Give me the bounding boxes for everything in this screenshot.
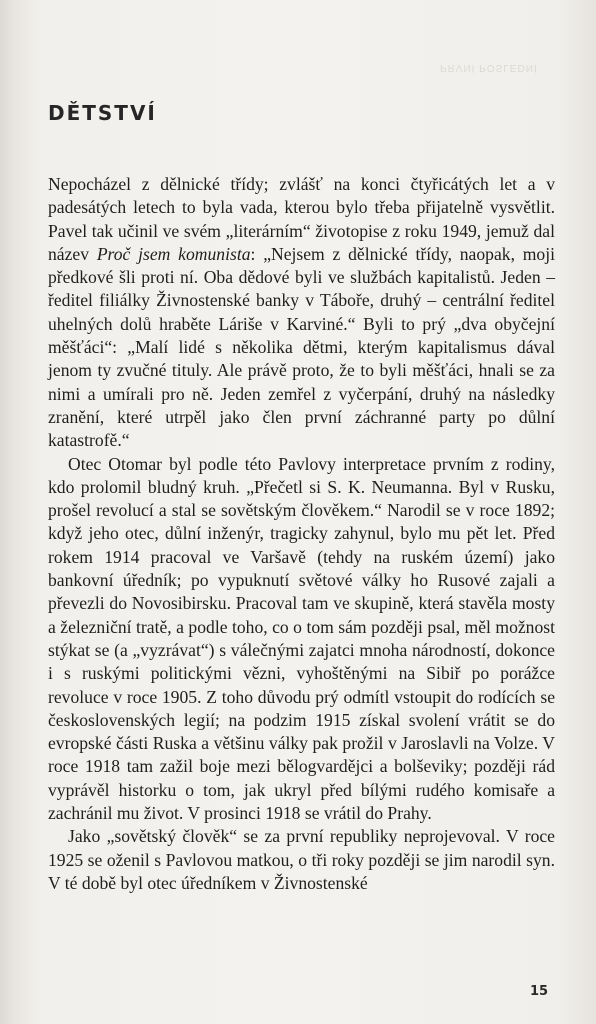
paragraph-1-end: : „Nejsem z dělnické třídy, naopak, moji předkové šli proti ní. Oba dědové byli ve službách kapitalistů. Jeden – ředitel filiálky Živnostenské banky v Táboře, druhý – centrální ředitel uhelných dolů hraběte Lárišе v Karviné.“ Byli to prý „dva obyčejní měšťáci“: „Malí lidé s několika dětmi, kterým kapitalismus dával jenom ty zvučné tituly. Ale právě proto, že to byli měšťáci, hnali se za nimi a umírali pro ně. Jeden zemřel z vyčerpání, druhý na následky zranění, které utrpěl jako člen první záchranné party po důlní katastrofě.“ — [48, 243, 556, 451]
chapter-title: DĚTSTVÍ — [48, 101, 157, 125]
paragraph-2: Otec Otomar byl podle této Pavlovy interpretace prvním z rodiny, kdo prolomil bludný kruh. „Přečetl si S. K. Neumanna. Byl v Rusku, prošel revolucí a stal se sovětským člověkem.“ Narodil se v roce 1892; když jeho otec, důlní inženýr, tragicky zahynul, bylo mu pět let. Před rokem 1914 pracoval ve Varšavě (tehdy na ruském území) jako bankovní úředník; po vypuknutí světové války ho Rusové zajali a převezli do Novosibirsku. Pracoval tam ve skupině, která stavěla mosty a železniční tratě, a podle toho, co o tom sám později psal, měl možnost stýkat se (a „vyzrávat“) s válečnými zajatci mnoha národností, dokonce i s ruskými politickými vězni, vyhoštěnými na Sibiř po porážce revoluce v roce 1905. Z toho důvodu prý odmítl vstoupit do rodících se československých legií; na podzim 1915 získal svolení vrátit se do evropské části Ruska a většinu války pak prožil v Jaroslavli na Volze. V roce 1918 tam zažil boje mezi bělogvardějci a bolševiky; později rád vyprávěl historku o tom, jak ukryl před bílými rudého komisaře a zachránil mu život. V prosinci 1918 se vrátil do Prahy. — [48, 453, 555, 824]
paragraph-1 — [48, 173, 555, 453]
paragraph-1-start: Nepocházel z dělnické třídy; zvlášť na konci čtyřicátých let a v padesátých letech to byla vada, kterou bylo třeba přijatelně vysvětlit. Pavel tak učinil ve svém „literárním“ životopise z roku 1949, jemuž dal název — [48, 174, 555, 264]
body-text — [48, 173, 555, 895]
book-title-italic: Proč jsem komunista — [96, 243, 251, 264]
page-number: 15 — [530, 984, 549, 999]
running-header-bleed: PRVNÍ POSLEDNÍ — [440, 62, 538, 73]
paragraph-3: Jako „sovětský člověk“ se za první republiky neprojevoval. V roce 1925 se oženil s Pavlovou matkou, o tři roky později se jim narodil syn. V té době byl otec úředníkem v Živnostenské — [48, 826, 555, 893]
